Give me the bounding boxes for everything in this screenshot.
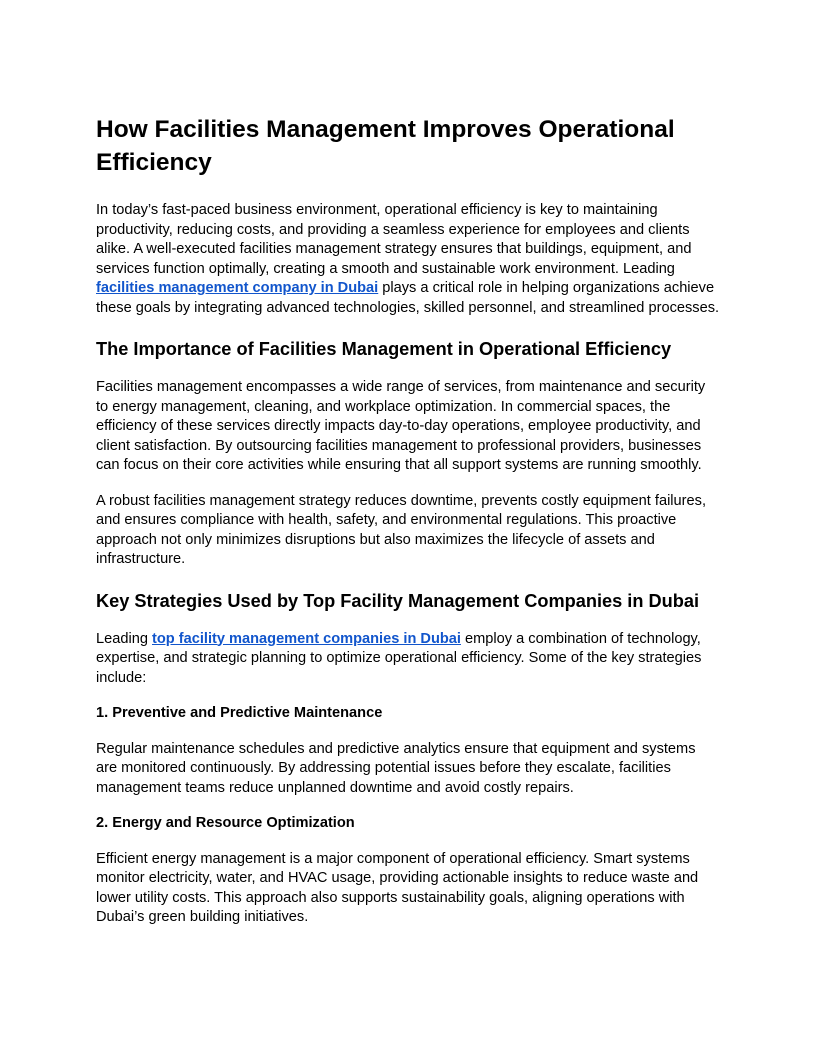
intro-text-before: In today’s fast-paced business environment, operational efficiency is key to maintaining productivity, reducing costs, and providing a seamless experience for employees and clients alike. A well-executed facilities management strategy ensures that buildings, equipment, and services function optimally, creating a smooth and sustainable work environment. Leading [96, 202, 692, 277]
strategies-intro-paragraph [96, 630, 720, 689]
energy-optimization-paragraph: Efficient energy management is a major component of operational efficiency. Smart systems monitor electricity, water, and HVAC usage, providing actionable insights to reduce waste and lower utility costs. This approach also supports sustainability goals, aligning operations with Dubai’s green building initiatives. [96, 850, 699, 925]
strategies-intro-after: employ a combination of technology, expertise, and strategic planning to optimize operational efficiency. Some of the key strategies include: [96, 630, 702, 686]
intro-paragraph [96, 201, 720, 318]
importance-paragraph-1: Facilities management encompasses a wide range of services, from maintenance and security to energy management, cleaning, and workplace optimization. In commercial spaces, the efficiency of these services directly impacts day-to-day operations, employee productivity, and client satisfaction. By outsourcing facilities management to professional providers, businesses can focus on their core activities while ensuring that all support systems are running smoothly. [96, 379, 706, 473]
top-facility-management-companies-link[interactable]: top facility management companies in Dubai [152, 630, 461, 647]
intro-text-after: plays a critical role in helping organizations achieve these goals by integrating advanced technologies, skilled personnel, and streamlined processes. [96, 280, 720, 316]
subheading-energy-optimization: 2. Energy and Resource Optimization [96, 815, 355, 831]
section-strategies-heading: Key Strategies Used by Top Facility Management Companies in Dubai [96, 590, 700, 611]
subheading-preventive-maintenance: 1. Preventive and Predictive Maintenance [96, 705, 383, 721]
page-title: How Facilities Management Improves Operational Efficiency [96, 116, 675, 176]
strategies-intro-before: Leading [96, 630, 152, 647]
document-page [96, 113, 720, 944]
facilities-management-company-link[interactable]: facilities management company in Dubai [96, 280, 379, 296]
importance-paragraph-2: A robust facilities management strategy reduces downtime, prevents costly equipment failures, and ensures compliance with health, safety, and environmental regulations. This proactive approach not only minimizes disruptions but also maximizes the lifecycle of assets and infrastructure. [96, 492, 706, 567]
preventive-maintenance-paragraph: Regular maintenance schedules and predictive analytics ensure that equipment and systems are monitored continuously. By addressing potential issues before they escalate, facilities management teams reduce unplanned downtime and avoid costly repairs. [96, 740, 696, 796]
section-importance-heading: The Importance of Facilities Management in Operational Efficiency [96, 339, 672, 359]
